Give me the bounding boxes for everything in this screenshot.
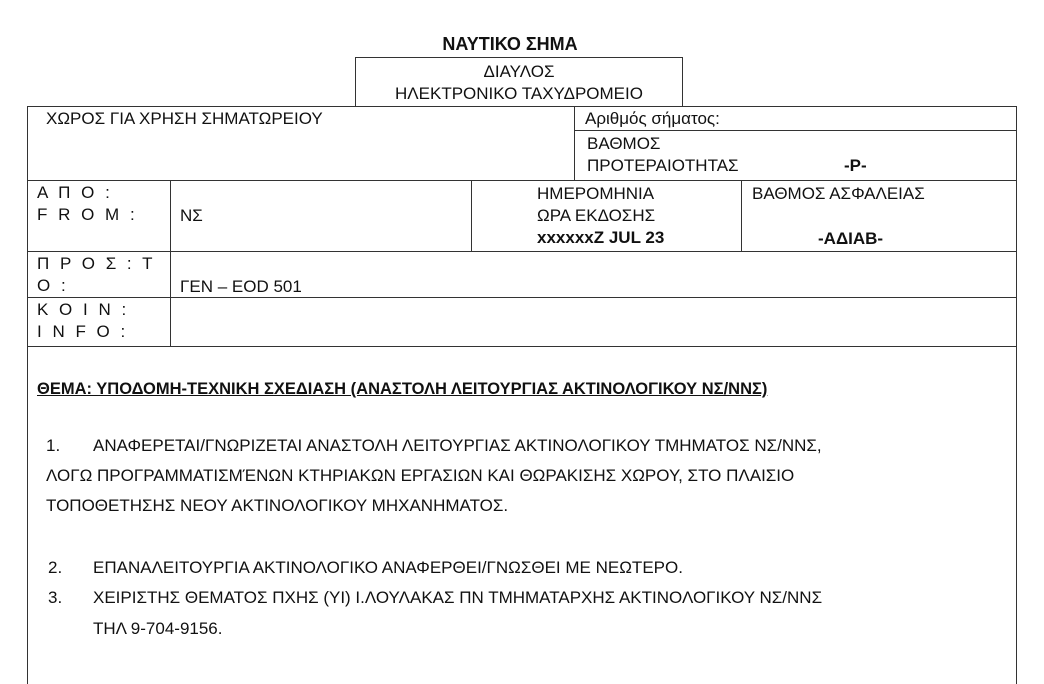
paragraph-1-line-1: ΑΝΑΦΕΡΕΤΑΙ/ΓΝΩΡΙΖΕΤΑΙ ΑΝΑΣΤΟΛΗ ΛΕΙΤΟΥΡΓΙΑΣ ΑΚΤΙΝΟΛΟΓΙΚΟΥ ΤΜΗΜΑΤΟΣ ΝΣ/ΝΝΣ, [93,436,822,455]
paragraph-3-line-2: ΤΗΛ 9-704-9156. [93,619,223,638]
signal-number-label: Αριθμός σήματος: [585,109,720,128]
paragraph-1-line-2: ΛΟΓΩ ΠΡΟΓΡΑΜΜΑΤΙΣΜΈΝΩΝ ΚΤΗΡΙΑΚΩΝ ΕΡΓΑΣΙΩΝ ΚΑΙ ΘΩΡΑΚΙΣΗΣ ΧΩΡΟΥ, ΣΤΟ ΠΛΑΙΣΙΟ [46,466,795,485]
paragraph-3-number: 3. [48,588,63,607]
from-value-divider [471,180,472,251]
info-row-bottom-border [27,346,1017,347]
header-bottom-border [27,180,1017,181]
to-row-bottom-border [27,297,1017,298]
form-left-border [27,106,28,684]
paragraph-1-number: 1. [46,436,61,455]
paragraph-3-line-1: ΧΕΙΡΙΣΤΗΣ ΘΕΜΑΤΟΣ ΠΧΗΣ (ΥΙ) Ι.ΛΟΥΛΑΚΑΣ ΠΝ ΤΜΗΜΑΤΑΡΧΗΣ ΑΚΤΙΝΟΛΟΓΙΚΟΥ ΝΣ/ΝΝΣ [93,588,823,607]
signal-number-underline [574,130,1017,131]
channel-label: ΔΙΑΥΛΟΣ [483,62,555,81]
from-row-bottom-border [27,251,1017,252]
header-vertical-divider [574,106,575,180]
priority-label-line2: ΠΡΟΤΕΡΑΙΟΤΗΤΑΣ [587,156,739,175]
info-label-line1: Κ Ο Ι Ν : [37,300,130,319]
security-label: ΒΑΘΜΟΣ ΑΣΦΑΛΕΙΑΣ [752,184,925,203]
to-label-line2: Ο : [37,276,69,295]
signal-office-label: ΧΩΡΟΣ ΓΙΑ ΧΡΗΣΗ ΣΗΜΑΤΩΡΕΙΟΥ [46,109,323,128]
to-label-line1: Π Ρ Ο Σ : Τ [37,254,156,273]
from-label-english: F R O M : [37,205,138,224]
document-title: ΝΑΥΤΙΚΟ ΣΗΜΑ [442,34,578,54]
form-right-border [1016,106,1017,684]
paragraph-2-line-1: ΕΠΑΝΑΛΕΙΤΟΥΡΓΙΑ ΑΚΤΙΝΟΛΟΓΙΚΟ ΑΝΑΦΕΡΘΕΙ/ΓΝΩΣΘΕΙ ΜΕ ΝΕΩΤΕΡΟ. [93,558,683,577]
from-label-greek: Α Π Ο : [37,183,113,202]
datetime-label-line2: ΩΡΑ ΕΚΔΟΣΗΣ [537,206,656,225]
priority-value: -Ρ- [844,156,867,175]
datetime-value: xxxxxxZ JUL 23 [537,228,665,247]
to-value: ΓΕΝ – ΕΟD 501 [180,277,302,296]
from-label-divider [170,180,171,346]
datetime-divider [741,180,742,251]
form-top-border [27,106,1017,107]
datetime-label-line1: ΗΜΕΡΟΜΗΝΙΑ [537,184,655,203]
subject-line: ΘΕΜΑ: ΥΠΟΔΟΜΗ-ΤΕΧΝΙΚΗ ΣΧΕΔΙΑΣΗ (ΑΝΑΣΤΟΛΗ ΛΕΙΤΟΥΡΓΙΑΣ ΑΚΤΙΝΟΛΟΓΙΚΟΥ ΝΣ/ΝΝΣ) [37,380,768,398]
security-value: -ΑΔΙΑΒ- [818,229,884,248]
info-label-line2: I N F O : [37,322,129,341]
paragraph-2-number: 2. [48,558,63,577]
channel-value: ΗΛΕΚΤΡΟΝΙΚΟ ΤΑΧΥΔΡΟΜΕΙΟ [395,84,643,103]
priority-label-line1: ΒΑΘΜΟΣ [587,134,661,153]
from-value: ΝΣ [180,206,203,225]
paragraph-1-line-3: ΤΟΠΟΘΕΤΗΣΗΣ ΝΕΟΥ ΑΚΤΙΝΟΛΟΓΙΚΟΥ ΜΗΧΑΝΗΜΑΤΟΣ. [46,496,509,515]
